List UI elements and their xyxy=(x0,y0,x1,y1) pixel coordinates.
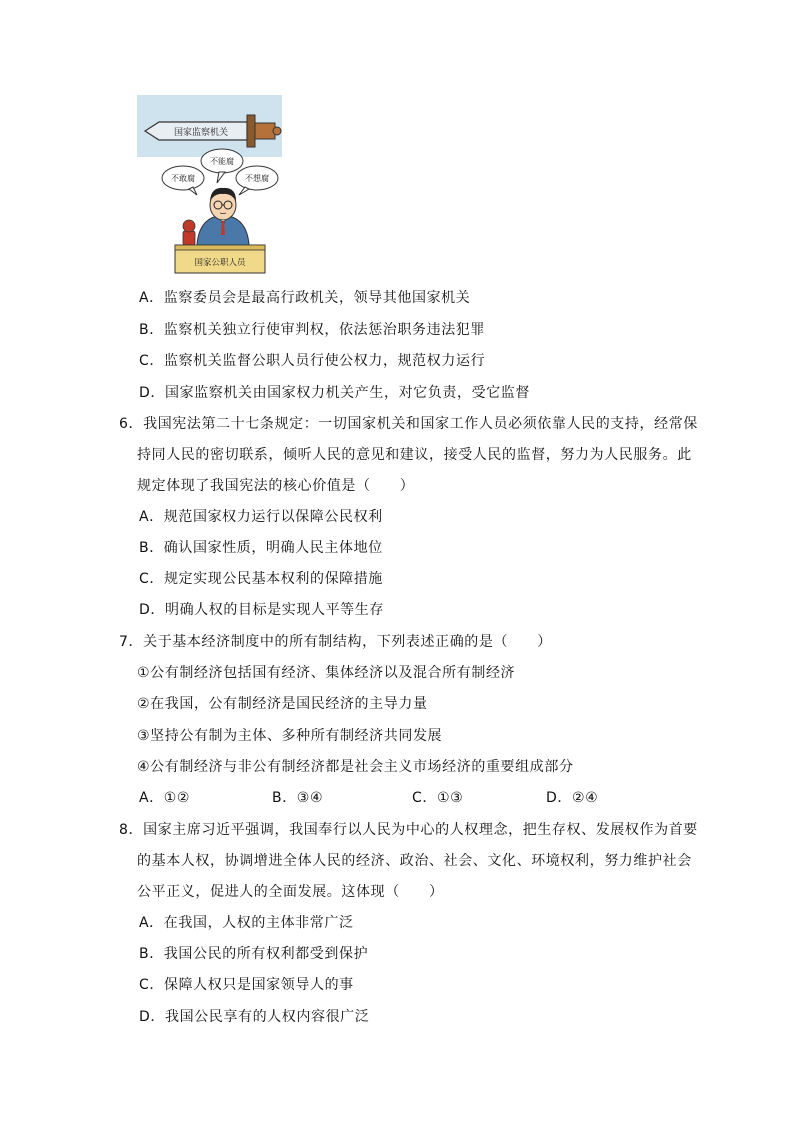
q7-option-a: A．①② xyxy=(139,790,191,806)
bubble-left-text: 不敢腐 xyxy=(171,174,195,183)
official-person-icon xyxy=(197,188,249,245)
q8-option-d: D．我国公民享有的人权内容很广泛 xyxy=(139,1009,370,1025)
q7-option-d: D．②④ xyxy=(546,790,599,806)
desk-label: 国家公职人员 xyxy=(194,258,246,268)
q8-stem-line-3: 公平正义，促进人的全面发展。这体现（ ） xyxy=(137,884,444,900)
q8-option-b: B．我国公民的所有权利都受到保护 xyxy=(139,946,369,962)
q7-option-c: C．①③ xyxy=(412,790,464,806)
q7-statement-4: ④公有制经济与非公有制经济都是社会主义市场经济的重要组成部分 xyxy=(137,759,574,775)
q5-option-b: B．监察机关独立行使审判权，依法惩治职务违法犯罪 xyxy=(139,322,486,338)
bubble-right-text: 不想腐 xyxy=(245,174,269,183)
q7-options-row xyxy=(139,788,639,808)
q7-statement-3: ③坚持公有制为主体、多种所有制经济共同发展 xyxy=(137,728,443,744)
q5-option-a: A．监察委员会是最高行政机关，领导其他国家机关 xyxy=(139,290,471,306)
q6-stem-line-2: 持同人民的密切联系，倾听人民的意见和建议，接受人民的监督，努力为人民服务。此 xyxy=(137,447,692,463)
cartoon-illustration xyxy=(137,95,282,277)
q8-option-c: C．保障人权只是国家领导人的事 xyxy=(139,977,354,993)
q7-statement-1: ①公有制经济包括国有经济、集体经济以及混合所有制经济 xyxy=(137,665,516,681)
q8-stem-line-2: 的基本人权，协调增进全体人民的经济、政治、社会、文化、环境权利，努力维护社会 xyxy=(137,853,692,869)
q7-stem: 7．关于基本经济制度中的所有制结构，下列表述正确的是（ ） xyxy=(119,634,552,650)
q6-stem-line-1: 6．我国宪法第二十七条规定：一切国家机关和国家工作人员必须依靠人民的支持，经常保 xyxy=(119,416,698,432)
q7-option-b: B．③④ xyxy=(272,790,324,806)
bubble-middle-text: 不能腐 xyxy=(210,157,234,166)
q8-option-a: A．在我国，人权的主体非常广泛 xyxy=(139,915,354,931)
q8-stem-line-1: 8．国家主席习近平强调，我国奉行以人民为中心的人权理念，把生存权、发展权作为首要 xyxy=(119,822,698,838)
q6-option-c: C．规定实现公民基本权利的保障措施 xyxy=(139,571,383,587)
q6-option-d: D．明确人权的目标是实现人平等生存 xyxy=(139,602,384,618)
q5-option-d: D．国家监察机关由国家权力机关产生，对它负责，受它监督 xyxy=(139,385,530,401)
q6-stem-line-3: 规定体现了我国宪法的核心价值是（ ） xyxy=(137,478,415,494)
sword-label: 国家监察机关 xyxy=(173,128,229,138)
q7-statement-2: ②在我国，公有制经济是国民经济的主导力量 xyxy=(137,696,428,712)
q6-option-b: B．确认国家性质，明确人民主体地位 xyxy=(139,540,383,556)
stamp-icon xyxy=(183,220,195,245)
q5-option-c: C．监察机关监督公职人员行使公权力，规范权力运行 xyxy=(139,353,486,369)
q6-option-a: A．规范国家权力运行以保障公民权利 xyxy=(139,509,383,525)
